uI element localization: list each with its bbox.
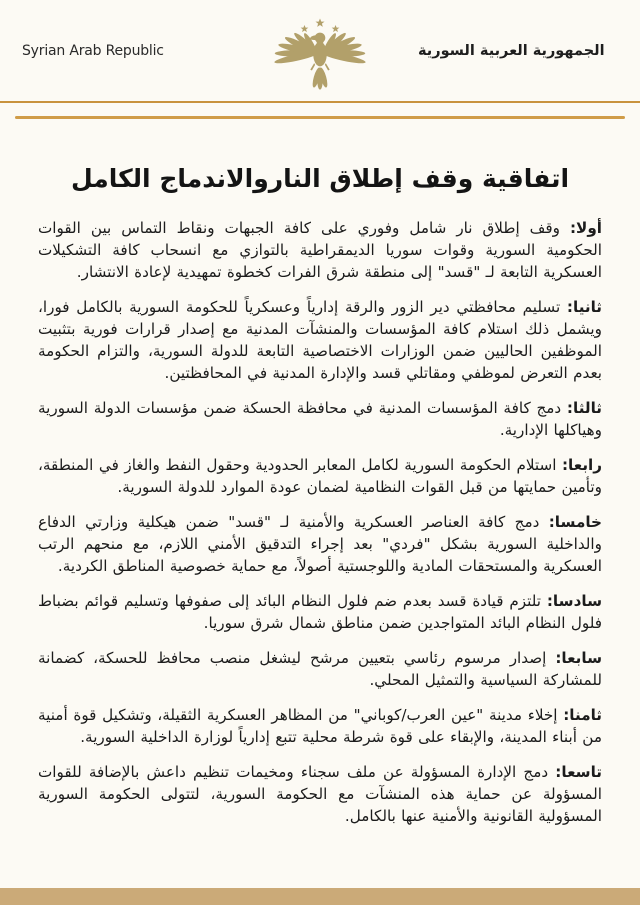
clause-6-text: تلتزم قيادة قسد بعدم ضم فلول النظام البائد إلى صفوفها وتسليم قوائم بضباط فلول النظام البائد المتواجدين ضمن مناطق شمال شرق سوريا. — [38, 592, 602, 632]
clause-4-text: استلام الحكومة السورية لكامل المعابر الحدودية وحقول النفط والغاز في المنطقة، وتأمين حمايتها من قبل القوات النظامية لضمان عودة الموارد للدولة السورية. — [38, 456, 602, 496]
divider-line-outer — [0, 101, 640, 103]
eagle-emblem-icon — [260, 17, 380, 95]
clause-1-text: وقف إطلاق نار شامل وفوري على كافة الجبهات ونقاط التماس بين القوات الحكومية السورية وقوات سوريا الديمقراطية بالتوازي مع انسحاب كافة التشكيلات العسكرية التابعة لـ "قسد" إلى منطقة شرق الفرات كخطوة تمهيدية لإعادة الانتشار. — [38, 219, 602, 281]
header-left-title: Syrian Arab Republic — [22, 42, 164, 59]
clause-9-text: دمج الإدارة المسؤولة عن ملف سجناء ومخيمات تنظيم داعش بالإضافة للقوات المسؤولة عن حماية هذه المنشآت مع الحكومة السورية، لتتولى الحكومة السورية المسؤولية القانونية والأمنية عنها بالكامل. — [38, 763, 602, 825]
document-body — [0, 164, 640, 827]
clause-8 — [38, 704, 602, 748]
divider-line-inner — [15, 116, 625, 119]
clause-4-label: رابعا: — [561, 456, 602, 474]
clause-2-label: ثانيا: — [566, 298, 603, 316]
clause-3 — [38, 397, 602, 441]
footer-bar — [0, 888, 640, 905]
clause-9 — [38, 761, 602, 827]
clause-2-text: تسليم محافظتي دير الزور والرقة إدارياً وعسكرياً للحكومة السورية بالكامل فورا، ويشمل ذلك استلام كافة المؤسسات والمنشآت المدنية مع إصدار قرارات فورية بتثبيت الموظفين الحاليين ضمن الوزارات الاختصاصية التابعة للدولة السورية، والتزام الحكومة بعدم التعرض لموظفي ومقاتلي قسد والإدارة المدنية في المحافظتين. — [38, 298, 602, 382]
clause-5-label: خامسا: — [548, 513, 603, 531]
clause-6-label: سادسا: — [546, 592, 603, 610]
clause-4 — [38, 454, 602, 498]
document-title: اتفاقية وقف إطلاق الناروالاندماج الكامل — [70, 164, 570, 193]
header-right-title: الجمهورية العربية السورية — [418, 42, 605, 59]
clause-5-text: دمج كافة العناصر العسكرية والأمنية لـ "قسد" ضمن هيكلية وزارتي الدفاع والداخلية السورية بشكل "فردي" بعد إجراء التدقيق الأمني اللازم، مع منحهم الرتب العسكرية والمستحقات المادية واللوجستية أصولاً، مع حماية خصوصية المناطق الكردية. — [38, 513, 602, 575]
clause-1-label: أولا: — [569, 219, 603, 237]
clause-8-label: ثامنا: — [563, 706, 603, 724]
clause-7-label: سابعا: — [555, 649, 603, 667]
clause-3-label: ثالثا: — [566, 399, 603, 417]
letterhead — [0, 0, 640, 101]
clause-5 — [38, 511, 602, 577]
clause-3-text: دمج كافة المؤسسات المدنية في محافظة الحسكة ضمن مؤسسات الدولة السورية وهياكلها الإدارية. — [38, 399, 602, 439]
clause-7-text: إصدار مرسوم رئاسي بتعيين مرشح ليشغل منصب محافظ للحسكة، كضمانة للمشاركة السياسية والتمثيل المحلي. — [38, 649, 602, 689]
clause-8-text: إخلاء مدينة "عين العرب/كوباني" من المظاهر العسكرية الثقيلة، وتشكيل قوة أمنية من أبناء المدينة، والإبقاء على قوة شرطة محلية تتبع إدارياً لوزارة الداخلية السورية. — [38, 706, 602, 746]
clause-7 — [38, 647, 602, 691]
clause-1 — [38, 217, 602, 283]
clause-6 — [38, 590, 602, 634]
clause-9-label: تاسعا: — [555, 763, 602, 781]
clause-2 — [38, 296, 602, 384]
